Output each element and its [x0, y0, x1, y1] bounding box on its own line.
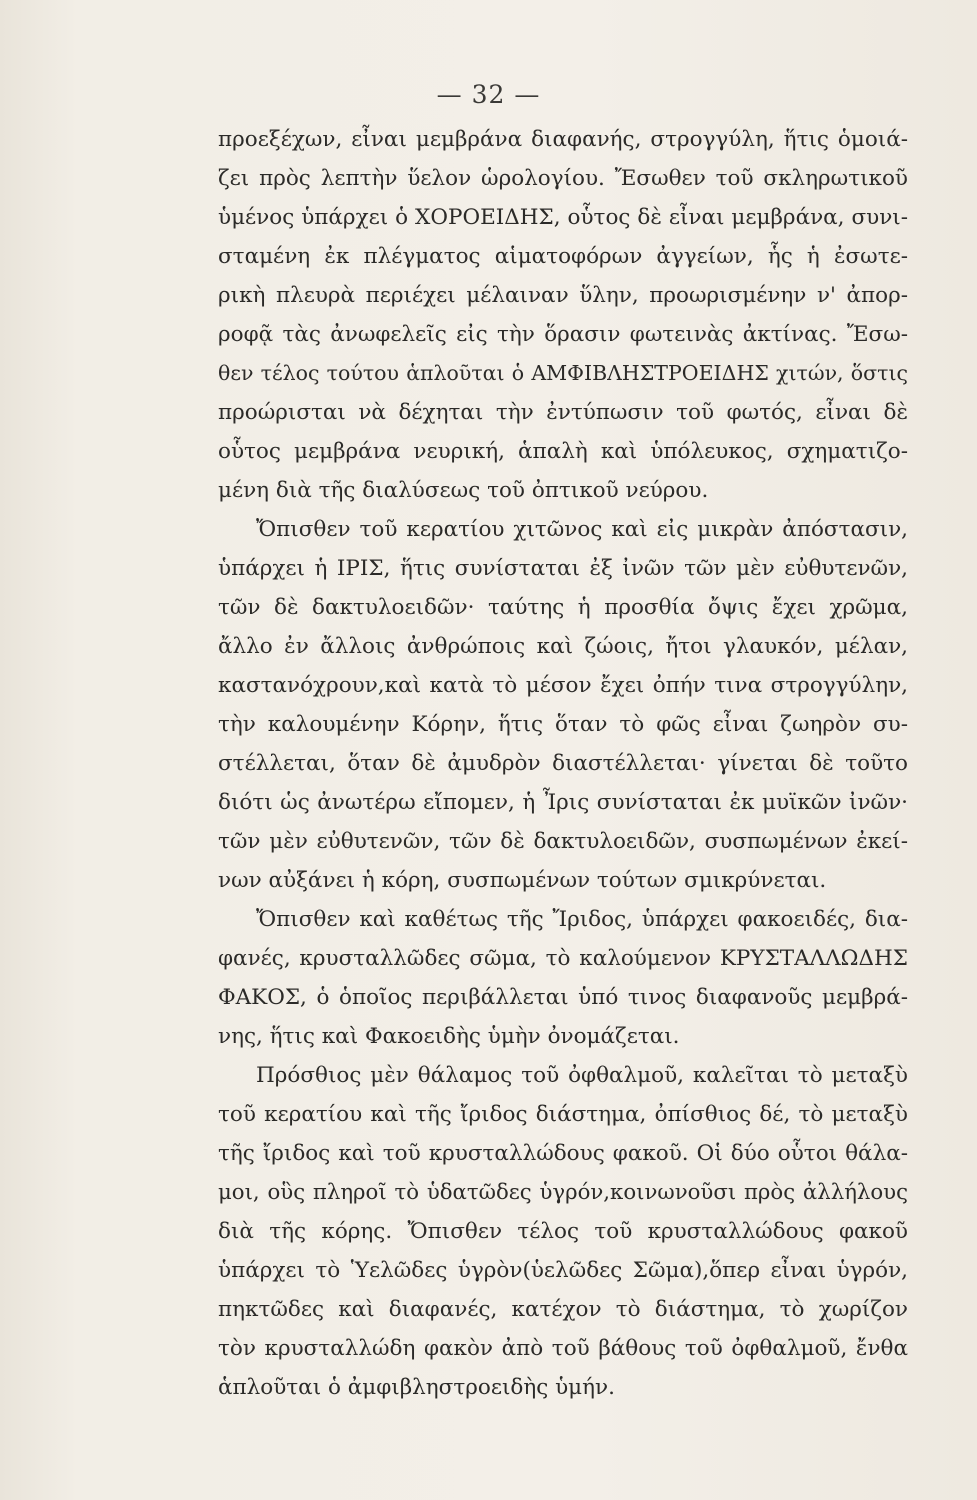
text-line: θεν τέλος τούτου ἁπλοῦται ὁ ΑΜΦΙΒΛΗΣΤΡΟΕΙΔΗΣ χιτών, ὅστις [218, 361, 908, 385]
text-line: σταμένη ἐκ πλέγματος αἱματοφόρων ἀγγείων, ἧς ἡ ἐσωτε- [218, 244, 908, 269]
text-line: τῶν δὲ δακτυλοειδῶν· ταύτης ἡ προσθία ὄψις ἔχει χρῶμα, [218, 595, 908, 620]
text-line: στέλλεται, ὅταν δὲ ἀμυδρὸν διαστέλλεται· γίνεται δὲ τοῦτο [218, 751, 908, 776]
text-line: τὸν κρυσταλλώδη φακὸν ἀπὸ τοῦ βάθους τοῦ ὀφθαλμοῦ, ἔνθα [218, 1336, 908, 1361]
text-line: ρικὴ πλευρὰ περιέχει μέλαιναν ὕλην, προωρισμένην ν' ἀπορ- [218, 283, 908, 308]
text-line: ἄλλο ἐν ἄλλοις ἀνθρώποις καὶ ζώοις, ἤτοι γλαυκόν, μέλαν, [218, 634, 908, 659]
text-line: οὗτος μεμβράνα νευρική, ἁπαλὴ καὶ ὑπόλευκος, σχηματιζο- [218, 439, 908, 464]
text-line: φανές, κρυσταλλῶδες σῶμα, τὸ καλούμενον ΚΡΥΣΤΑΛΛΩΔΗΣ [218, 946, 908, 971]
text-line: ἁπλοῦται ὁ ἀμφιβληστροειδὴς ὑμήν. [218, 1375, 615, 1400]
text-line: τῆς ἴριδος καὶ τοῦ κρυσταλλώδους φακοῦ. Οἱ δύο οὗτοι θάλα- [218, 1141, 908, 1166]
text-line: νης, ἥτις καὶ Φακοειδὴς ὑμὴν ὀνομάζεται. [218, 1024, 680, 1049]
paragraph-start-line: Πρόσθιος μὲν θάλαμος τοῦ ὀφθαλμοῦ, καλεῖται τὸ μεταξὺ [256, 1063, 908, 1088]
text-line: ὑπάρχει τὸ Ὑελῶδες ὑγρὸν(ὑελῶδες Σῶμα),ὅπερ εἶναι ὑγρόν, [218, 1258, 908, 1283]
text-line: πηκτῶδες καὶ διαφανές, κατέχον τὸ διάστημα, τὸ χωρίζον [218, 1297, 908, 1322]
text-line: ΦΑΚΟΣ, ὁ ὁποῖος περιβάλλεται ὑπό τινος διαφανοῦς μεμβρά- [218, 985, 908, 1010]
text-line: ζει πρὸς λεπτὴν ὕελον ὡρολογίου. Ἔσωθεν τοῦ σκληρωτικοῦ [218, 166, 908, 191]
text-line: μένη διὰ τῆς διαλύσεως τοῦ ὀπτικοῦ νεύρου. [218, 478, 709, 503]
paragraph-start-line: Ὄπισθεν καὶ καθέτως τῆς Ἴριδος, ὑπάρχει φακοειδές, δια- [256, 907, 908, 932]
text-line: ροφᾷ τὰς ἀνωφελεῖς εἰς τὴν ὅρασιν φωτεινὰς ἀκτίνας. Ἔσω- [218, 322, 908, 347]
text-line: τοῦ κερατίου καὶ τῆς ἴριδος διάστημα, ὀπίσθιος δέ, τὸ μεταξὺ [218, 1102, 908, 1127]
text-line: μοι, οὓς πληροῖ τὸ ὑδατῶδες ὑγρόν,κοινωνοῦσι πρὸς ἀλλήλους [218, 1180, 908, 1205]
text-line: ὑμένος ὑπάρχει ὁ ΧΟΡΟΕΙΔΗΣ, οὗτος δὲ εἶναι μεμβράνα, συνι- [218, 205, 908, 230]
text-line: διότι ὡς ἀνωτέρω εἴπομεν, ἡ Ἶρις συνίσταται ἐκ μυϊκῶν ἰνῶν· [218, 790, 908, 815]
text-line: διὰ τῆς κόρης. Ὄπισθεν τέλος τοῦ κρυσταλλώδους φακοῦ [218, 1219, 908, 1244]
text-line: ὑπάρχει ἡ ΙΡΙΣ, ἥτις συνίσταται ἐξ ἰνῶν τῶν μὲν εὐθυτενῶν, [218, 556, 908, 581]
text-line: καστανόχρουν,καὶ κατὰ τὸ μέσον ἔχει ὀπήν τινα στρογγύλην, [218, 673, 908, 698]
text-line: προεξέχων, εἶναι μεμβράνα διαφανής, στρογγύλη, ἥτις ὁμοιά- [218, 127, 908, 152]
text-line: τῶν μὲν εὐθυτενῶν, τῶν δὲ δακτυλοειδῶν, συσπωμένων ἐκεί- [218, 829, 908, 854]
body-text [218, 120, 908, 1407]
text-line: νων αὐξάνει ἡ κόρη, συσπωμένων τούτων σμικρύνεται. [218, 868, 827, 893]
text-line: τὴν καλουμένην Κόρην, ἥτις ὅταν τὸ φῶς εἶναι ζωηρὸν συ- [218, 712, 908, 737]
text-line: προώρισται νὰ δέχηται τὴν ἐντύπωσιν τοῦ φωτός, εἶναι δὲ [218, 400, 908, 425]
page-number: — 32 — [436, 80, 541, 109]
paragraph-start-line: Ὄπισθεν τοῦ κερατίου χιτῶνος καὶ εἰς μικρὰν ἀπόστασιν, [256, 517, 908, 542]
